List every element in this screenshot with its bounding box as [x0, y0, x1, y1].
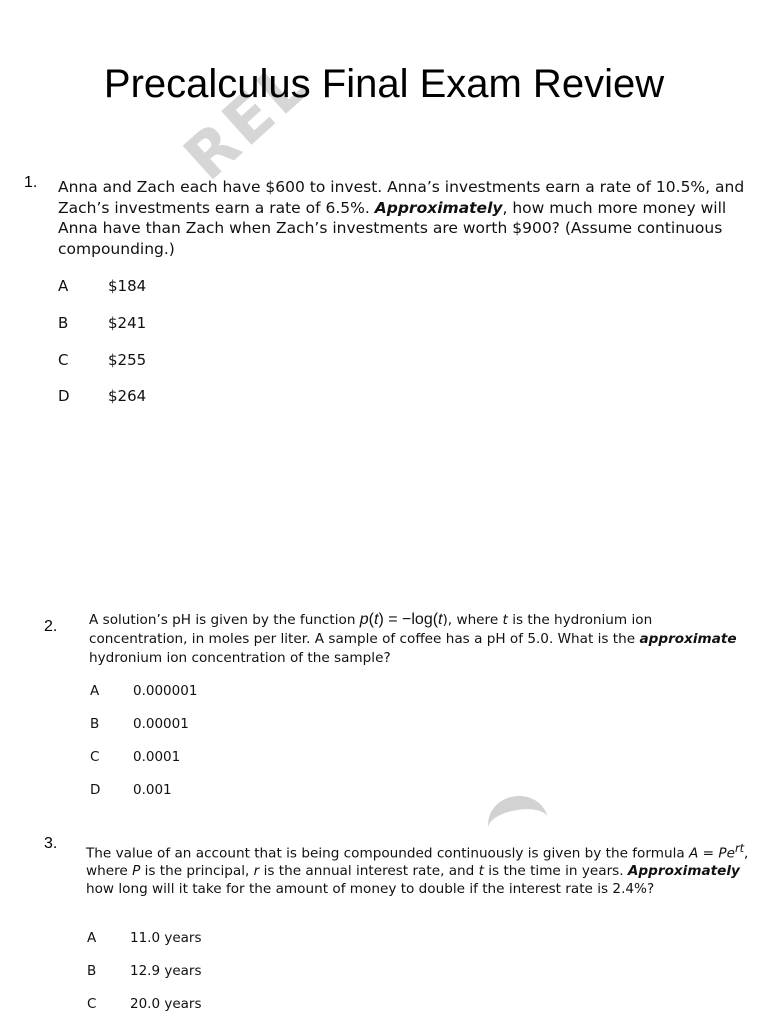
- question-1-choice-c[interactable]: [58, 351, 146, 369]
- question-1-text: Anna and Zach each have $600 to invest. Anna’s investments earn a rate of 10.5%, and Zach’s investments earn a rate of 6.5%. Approximately, how much more money will Anna have than Zach when Zach’s investments are worth $900? (Assume continuous compounding.): [58, 178, 745, 258]
- choice-value: 0.0001: [133, 749, 181, 765]
- choice-letter: B: [87, 963, 97, 979]
- question-2-text: A solution’s pH is given by the function p(t) = −log(t), where t is the hydronium ion concentration, in moles per liter. A sample of coffee has a pH of 5.0. What is the approximate hydronium ion concentration of the sample?: [89, 611, 737, 666]
- page-title: Precalculus Final Exam Review: [103, 62, 665, 106]
- choice-letter: C: [90, 749, 100, 765]
- choice-letter: C: [58, 351, 69, 369]
- choice-value: $255: [108, 351, 147, 369]
- choice-letter: B: [90, 716, 100, 732]
- choice-letter: A: [87, 930, 97, 946]
- question-2-number: 2.: [44, 618, 58, 635]
- choice-value: 0.001: [133, 782, 172, 798]
- choice-value: 0.00001: [133, 716, 189, 732]
- question-1-choice-a[interactable]: [58, 277, 146, 295]
- question-3-choice-a[interactable]: [87, 930, 202, 946]
- choice-value: 12.9 years: [130, 963, 202, 979]
- question-1-choice-b[interactable]: [58, 314, 146, 332]
- question-2-choice-d[interactable]: [90, 782, 172, 798]
- choice-value: 11.0 years: [130, 930, 202, 946]
- choice-letter: A: [58, 277, 69, 295]
- choice-value: 0.000001: [133, 683, 198, 699]
- choice-value: $241: [108, 314, 147, 332]
- question-3-number: 3.: [44, 835, 58, 852]
- choice-letter: B: [58, 314, 69, 332]
- question-1-choice-d[interactable]: [58, 387, 146, 405]
- question-2-choice-b[interactable]: [90, 716, 189, 732]
- question-2-choice-c[interactable]: [90, 749, 180, 765]
- choice-value: $184: [108, 277, 147, 295]
- choice-letter: D: [58, 387, 70, 405]
- question-3-choice-b[interactable]: [87, 963, 202, 979]
- question-3-text: The value of an account that is being compounded continuously is given by the formula $A = Pe^{rt}$, where P is the principal, r is the annual interest rate, and t is the time in years. Approximately how long will it take for the amount of money to double if the interest rate is 2.4%?: [86, 841, 749, 897]
- choice-value: 20.0 years: [130, 996, 202, 1012]
- question-3-choice-c[interactable]: [87, 996, 202, 1012]
- choice-value: $264: [108, 387, 147, 405]
- choice-letter: D: [90, 782, 101, 798]
- choice-letter: A: [90, 683, 100, 699]
- watermark: REL: [170, 45, 325, 195]
- question-2-choice-a[interactable]: [90, 683, 197, 699]
- choice-letter: C: [87, 996, 97, 1012]
- question-1-number: 1.: [24, 174, 38, 191]
